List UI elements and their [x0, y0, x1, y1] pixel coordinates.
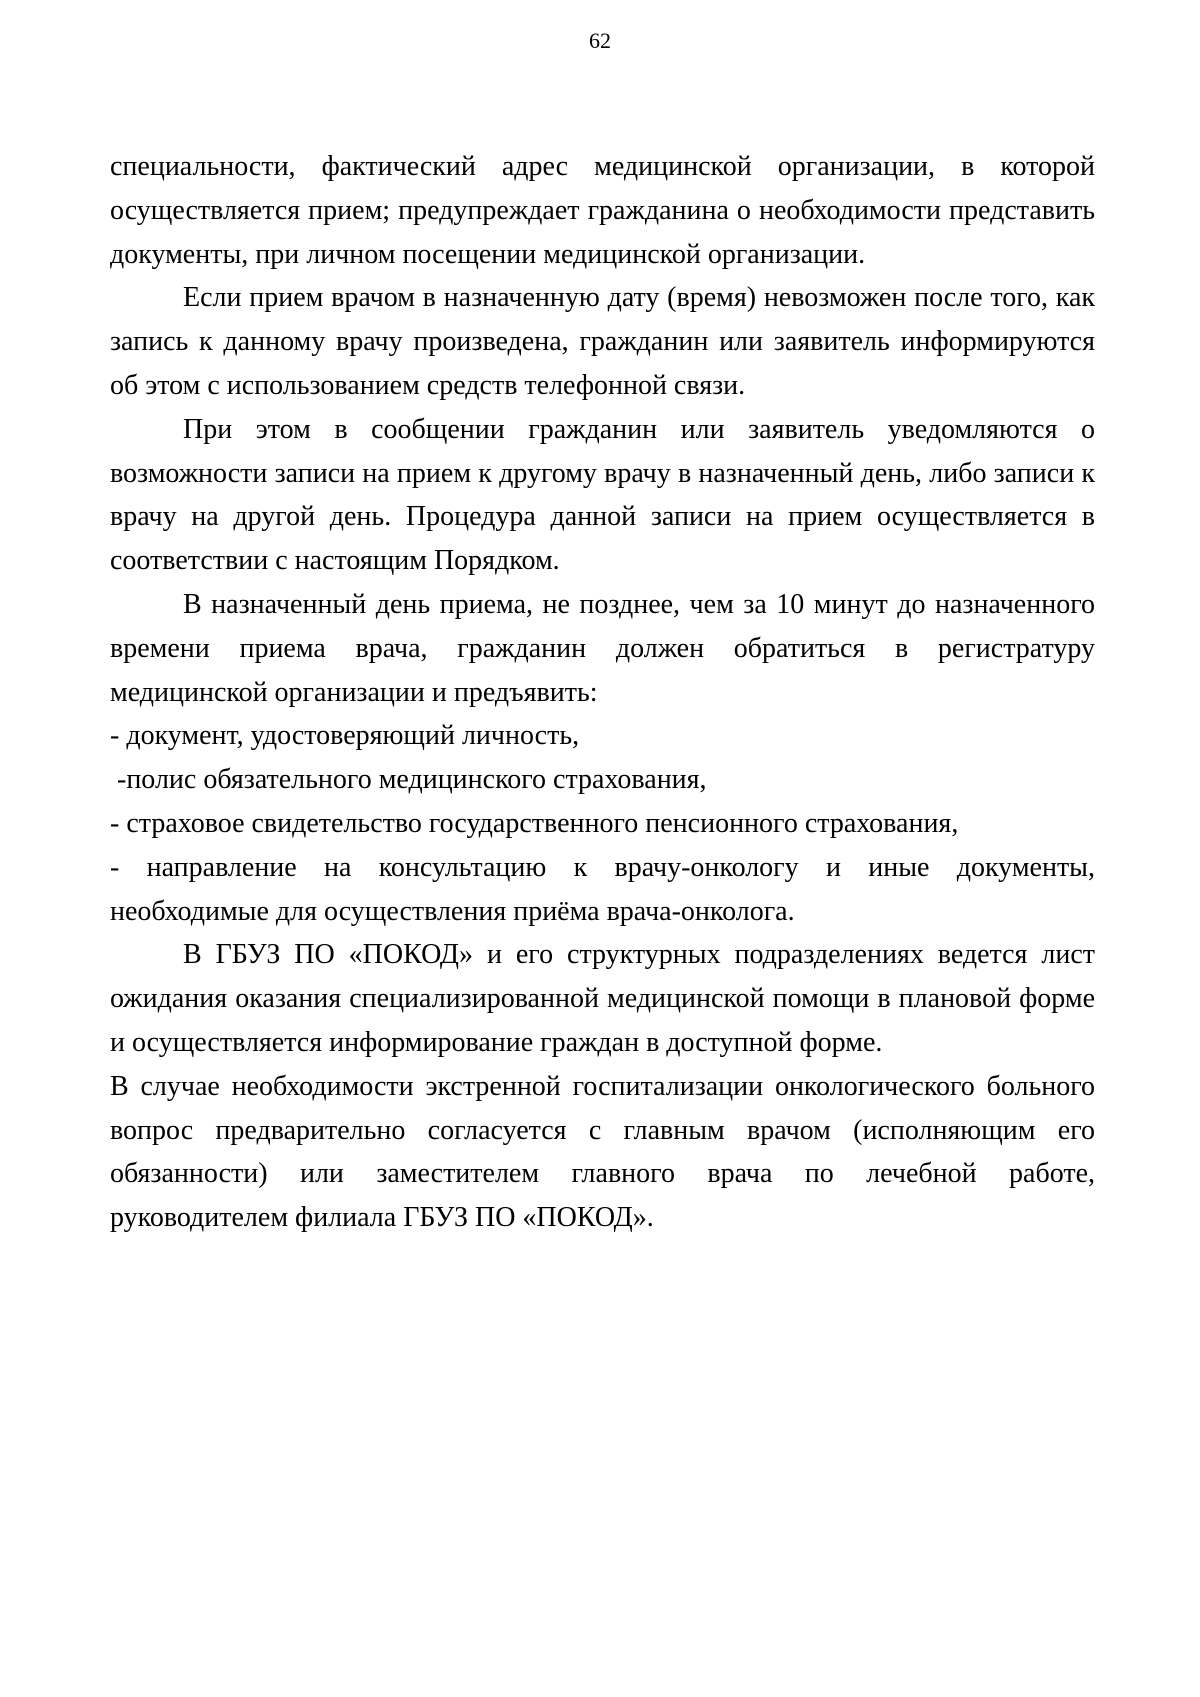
- list-item-identity-document: - документ, удостоверяющий личность,: [110, 720, 580, 752]
- page-number: 62: [589, 28, 611, 53]
- list-item-referral: - направление на консультацию к врачу-онкологу и иные документы, необходимые для осуществления приёма врача-онколога.: [110, 851, 1095, 927]
- paragraph-appointment-day: В назначенный день приема, не позднее, чем за 10 минут до назначенного времени приема врача, гражданин должен обратиться в регистратуру медицинской организации и предъявить:: [110, 588, 1095, 708]
- list-item-insurance-policy: -полис обязательного медицинского страхования,: [110, 764, 707, 796]
- document-body: [110, 145, 1095, 1240]
- paragraph-notification: При этом в сообщении гражданин или заявитель уведомляются о возможности записи на прием к другому врачу в назначенный день, либо записи к врачу на другой день. Процедура данной записи на прием осуществляется в соответствии с настоящим Порядком.: [110, 413, 1095, 577]
- list-item-pension-certificate: - страховое свидетельство государственного пенсионного страхования,: [110, 807, 959, 839]
- paragraph-appointment-details: специальности, фактический адрес медицинской организации, в которой осуществляется прием; предупреждает гражданина о необходимости представить документы, при личном посещении медицинской организации.: [110, 151, 1095, 270]
- paragraph-appointment-impossible: Если прием врачом в назначенную дату (время) невозможен после того, как запись к данному врачу произведена, гражданин или заявитель информируются об этом с использованием средств телефонной связи.: [110, 282, 1095, 401]
- paragraph-waiting-list: В ГБУЗ ПО «ПОКОД» и его структурных подразделениях ведется лист ожидания оказания специализированной медицинской помощи в плановой форме и осуществляется информирование граждан в доступной форме.: [110, 939, 1095, 1058]
- paragraph-emergency-hospitalization: В случае необходимости экстренной госпитализации онкологического больного вопрос предварительно согласуется с главным врачом (исполняющим его обязанности) или заместителем главного врача по лечебной работе, руководителем филиала ГБУЗ ПО «ПОКОД».: [110, 1070, 1095, 1234]
